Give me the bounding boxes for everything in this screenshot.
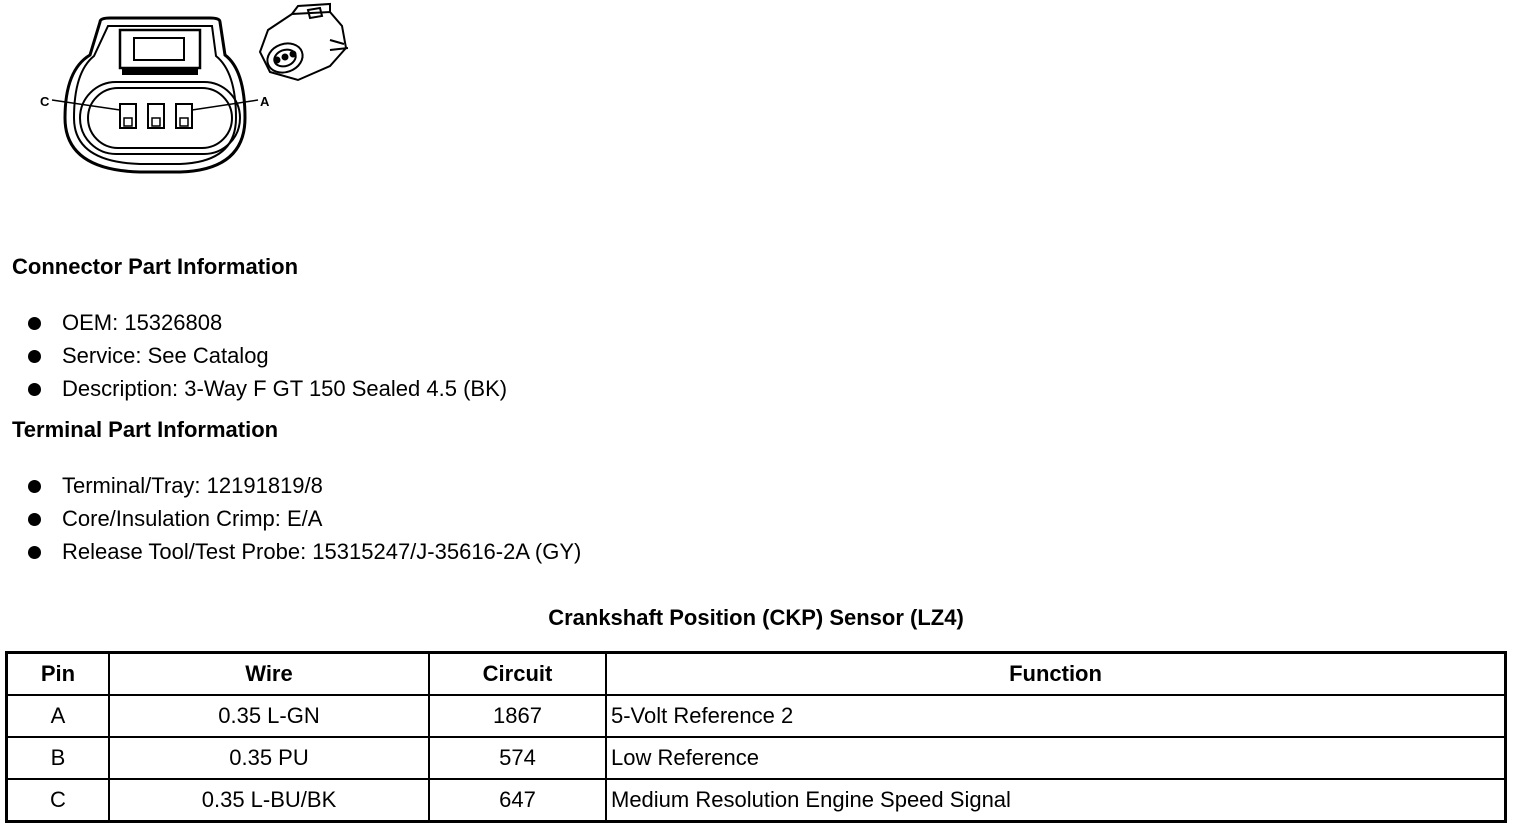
terminal-part-info-list xyxy=(28,469,581,568)
connector-perspective-view xyxy=(260,4,348,80)
cell-circuit: 574 xyxy=(429,737,606,779)
list-item: Description: 3-Way F GT 150 Sealed 4.5 (BK) xyxy=(28,372,507,405)
header-function: Function xyxy=(606,653,1506,696)
bullet-icon xyxy=(28,546,41,559)
header-pin: Pin xyxy=(7,653,110,696)
latch-window xyxy=(134,38,184,60)
bullet-icon xyxy=(28,350,41,363)
pin-label-a: A xyxy=(260,94,270,109)
pin-table-title: Crankshaft Position (CKP) Sensor (LZ4) xyxy=(548,605,964,630)
pin-label-c: C xyxy=(40,94,50,109)
pin-table xyxy=(5,651,1507,823)
list-item: Core/Insulation Crimp: E/A xyxy=(28,502,581,535)
table-row xyxy=(7,779,1506,822)
cell-wire: 0.35 PU xyxy=(109,737,429,779)
cell-wire: 0.35 L-BU/BK xyxy=(109,779,429,822)
cell-function: 5-Volt Reference 2 xyxy=(606,695,1506,737)
cell-function: Medium Resolution Engine Speed Signal xyxy=(606,779,1506,822)
header-circuit: Circuit xyxy=(429,653,606,696)
bullet-icon xyxy=(28,383,41,396)
list-item: Terminal/Tray: 12191819/8 xyxy=(28,469,581,502)
cell-wire: 0.35 L-GN xyxy=(109,695,429,737)
terminal-part-info-heading: Terminal Part Information xyxy=(12,417,279,442)
cell-pin: C xyxy=(7,779,110,822)
cell-circuit: 1867 xyxy=(429,695,606,737)
bullet-icon xyxy=(28,317,41,330)
table-row xyxy=(7,695,1506,737)
table-header-row xyxy=(7,653,1506,696)
list-item: OEM: 15326808 xyxy=(28,306,507,339)
cell-circuit: 647 xyxy=(429,779,606,822)
leader-line-a xyxy=(192,100,258,110)
terminal-a xyxy=(176,104,192,128)
latch xyxy=(120,30,200,68)
list-item: Release Tool/Test Probe: 15315247/J-35616-2A (GY) xyxy=(28,535,581,568)
leader-line-c xyxy=(52,100,120,110)
terminal-b xyxy=(148,104,164,128)
cell-function: Low Reference xyxy=(606,737,1506,779)
terminal-c xyxy=(120,104,136,128)
bullet-icon xyxy=(28,513,41,526)
connector-part-info-heading: Connector Part Information xyxy=(12,254,299,279)
bullet-icon xyxy=(28,480,41,493)
table-row xyxy=(7,737,1506,779)
header-wire: Wire xyxy=(109,653,429,696)
list-item: Service: See Catalog xyxy=(28,339,507,372)
connector-part-info-list xyxy=(28,306,507,405)
cell-pin: B xyxy=(7,737,110,779)
connector-diagram xyxy=(30,0,370,185)
connector-face-drawing xyxy=(30,0,370,185)
cell-pin: A xyxy=(7,695,110,737)
